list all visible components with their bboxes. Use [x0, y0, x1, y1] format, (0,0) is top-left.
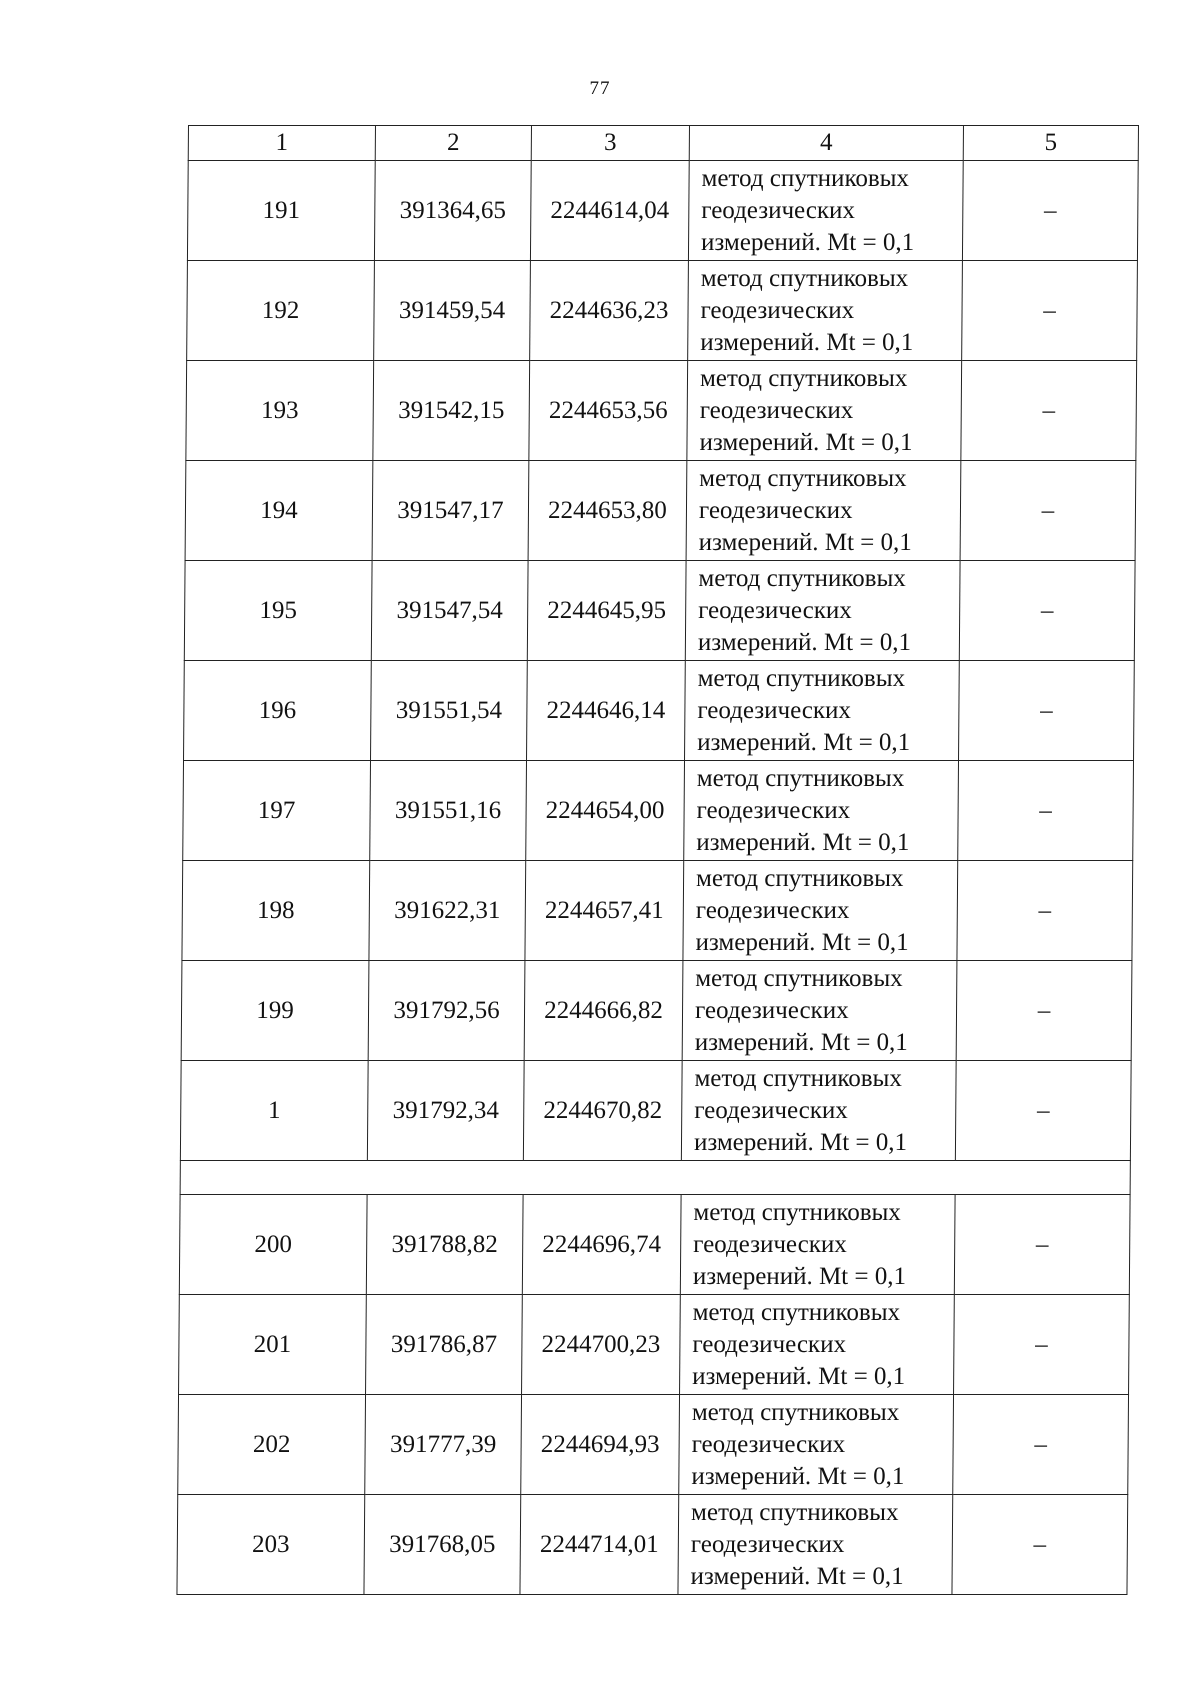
method-text-line: геодезических — [691, 1430, 846, 1458]
method-text-line: геодезических — [701, 196, 856, 224]
method-text-line: метод спутниковых — [695, 964, 903, 992]
y-coordinate-cell: 2244670,82 — [523, 1061, 682, 1161]
x-coordinate-cell: 391788,82 — [366, 1195, 523, 1295]
method-text-line: геодезических — [694, 1096, 848, 1124]
method-text-line: метод спутниковых — [692, 1298, 901, 1326]
y-coordinate-cell: 2244657,41 — [525, 861, 684, 961]
method-cell — [688, 261, 963, 361]
method-text-line: измерений. Mt = 0,1 — [697, 628, 912, 656]
method-cell — [688, 161, 963, 261]
page-number: 77 — [589, 78, 611, 99]
header-cell: 3 — [531, 126, 689, 161]
table-row — [187, 161, 1138, 261]
x-coordinate-cell: 391786,87 — [366, 1295, 523, 1395]
note-cell: – — [960, 461, 1136, 561]
x-coordinate-cell: 391551,54 — [371, 661, 528, 761]
table-row — [180, 1061, 1131, 1161]
table-row — [184, 661, 1135, 761]
point-number-cell: 195 — [184, 561, 372, 661]
method-text-line: геодезических — [693, 1230, 847, 1258]
note-cell: – — [953, 1395, 1129, 1495]
point-number-cell: 192 — [187, 261, 375, 361]
method-cell — [686, 461, 961, 561]
method-text-line: метод спутниковых — [699, 364, 908, 392]
y-coordinate-cell: 2244614,04 — [530, 161, 689, 261]
method-text-line: метод спутниковых — [693, 1198, 901, 1226]
method-text-line: метод спутниковых — [700, 264, 909, 292]
method-text-line: геодезических — [699, 396, 854, 424]
table-row — [177, 1495, 1128, 1595]
method-text-line: измерений. Mt = 0,1 — [691, 1462, 905, 1490]
method-text-line: геодезических — [695, 896, 850, 924]
method-text-line: метод спутниковых — [694, 1064, 903, 1092]
method-text-line: измерений. Mt = 0,1 — [700, 228, 915, 256]
method-text-line: геодезических — [698, 496, 853, 524]
method-cell — [685, 661, 960, 761]
table-row — [182, 861, 1133, 961]
x-coordinate-cell: 391364,65 — [374, 161, 531, 261]
header-cell: 4 — [689, 126, 963, 161]
point-number-cell: 201 — [179, 1295, 367, 1395]
note-cell: – — [959, 561, 1135, 661]
y-coordinate-cell: 2244666,82 — [524, 961, 683, 1061]
method-text-line: измерений. Mt = 0,1 — [692, 1362, 906, 1390]
method-text-line: метод спутниковых — [701, 164, 910, 192]
note-cell: – — [961, 361, 1137, 461]
separator-row — [180, 1161, 1130, 1195]
note-cell: – — [958, 761, 1134, 861]
separator-cell — [180, 1161, 1130, 1195]
x-coordinate-cell: 391547,17 — [372, 461, 529, 561]
x-coordinate-cell: 391542,15 — [373, 361, 530, 461]
note-cell: – — [952, 1495, 1128, 1595]
table-row — [187, 261, 1138, 361]
point-number-cell: 194 — [185, 461, 373, 561]
method-text-line: метод спутниковых — [699, 464, 907, 492]
y-coordinate-cell: 2244645,95 — [527, 561, 686, 661]
method-text-line: геодезических — [690, 1530, 845, 1558]
header-cell: 1 — [188, 126, 375, 161]
x-coordinate-cell: 391777,39 — [365, 1395, 522, 1495]
table-row — [183, 761, 1134, 861]
method-text-line: метод спутниковых — [697, 664, 906, 692]
y-coordinate-cell: 2244700,23 — [522, 1295, 681, 1395]
y-coordinate-cell: 2244654,00 — [526, 761, 685, 861]
method-text-line: геодезических — [692, 1330, 847, 1358]
method-cell — [687, 361, 962, 461]
method-text-line: измерений. Mt = 0,1 — [697, 728, 911, 756]
point-number-cell: 199 — [181, 961, 369, 1061]
table-header-row — [188, 126, 1138, 161]
table-row — [186, 361, 1137, 461]
x-coordinate-cell: 391459,54 — [374, 261, 531, 361]
method-text-line: измерений. Mt = 0,1 — [692, 1262, 907, 1290]
table-row — [185, 461, 1136, 561]
method-cell — [680, 1295, 955, 1395]
method-text-line: геодезических — [698, 596, 852, 624]
point-number-cell: 191 — [187, 161, 375, 261]
table-row — [181, 961, 1132, 1061]
method-text-line: геодезических — [697, 696, 852, 724]
y-coordinate-cell: 2244636,23 — [530, 261, 689, 361]
note-cell: – — [955, 1061, 1131, 1161]
method-text-line: геодезических — [694, 996, 849, 1024]
method-cell — [678, 1495, 953, 1595]
x-coordinate-cell: 391622,31 — [369, 861, 526, 961]
note-cell: – — [957, 861, 1133, 961]
method-text-line: измерений. Mt = 0,1 — [690, 1562, 904, 1590]
method-cell — [685, 561, 960, 661]
method-text-line: измерений. Mt = 0,1 — [699, 428, 913, 456]
note-cell: – — [956, 961, 1132, 1061]
method-text-line: метод спутниковых — [696, 764, 905, 792]
point-number-cell: 196 — [184, 661, 372, 761]
method-text-line: метод спутниковых — [691, 1498, 899, 1526]
table-row — [179, 1195, 1130, 1295]
point-number-cell: 203 — [177, 1495, 365, 1595]
method-text-line: измерений. Mt = 0,1 — [696, 828, 910, 856]
note-cell: – — [959, 661, 1135, 761]
point-number-cell: 193 — [186, 361, 374, 461]
table-row — [178, 1395, 1129, 1495]
note-cell: – — [962, 261, 1138, 361]
method-text-line: геодезических — [696, 796, 851, 824]
point-number-cell: 202 — [178, 1395, 366, 1495]
x-coordinate-cell: 391792,34 — [367, 1061, 524, 1161]
header-cell: 2 — [375, 126, 531, 161]
method-cell — [683, 861, 958, 961]
method-cell — [679, 1395, 954, 1495]
y-coordinate-cell: 2244714,01 — [520, 1495, 679, 1595]
x-coordinate-cell: 391792,56 — [368, 961, 525, 1061]
table-row — [184, 561, 1135, 661]
method-text-line: измерений. Mt = 0,1 — [694, 1028, 908, 1056]
method-text-line: метод спутниковых — [691, 1398, 900, 1426]
x-coordinate-cell: 391768,05 — [364, 1495, 521, 1595]
method-text-line: геодезических — [700, 296, 855, 324]
note-cell: – — [962, 161, 1138, 261]
table-row — [179, 1295, 1130, 1395]
method-cell — [681, 1061, 956, 1161]
y-coordinate-cell: 2244646,14 — [527, 661, 686, 761]
coordinates-table — [176, 125, 1139, 1595]
point-number-cell: 198 — [182, 861, 370, 961]
note-cell: – — [954, 1295, 1130, 1395]
method-text-line: измерений. Mt = 0,1 — [693, 1128, 908, 1156]
header-cell: 5 — [963, 126, 1138, 161]
x-coordinate-cell: 391547,54 — [371, 561, 528, 661]
y-coordinate-cell: 2244696,74 — [522, 1195, 681, 1295]
method-cell — [680, 1195, 955, 1295]
y-coordinate-cell: 2244653,80 — [528, 461, 687, 561]
y-coordinate-cell: 2244694,93 — [521, 1395, 680, 1495]
coordinates-table-wrapper — [176, 125, 1138, 1595]
method-text-line: измерений. Mt = 0,1 — [698, 528, 912, 556]
table-body — [177, 126, 1139, 1595]
method-cell — [682, 961, 957, 1061]
y-coordinate-cell: 2244653,56 — [529, 361, 688, 461]
x-coordinate-cell: 391551,16 — [370, 761, 527, 861]
method-text-line: измерений. Mt = 0,1 — [700, 328, 914, 356]
method-text-line: метод спутниковых — [698, 564, 906, 592]
note-cell: – — [954, 1195, 1130, 1295]
method-cell — [684, 761, 959, 861]
point-number-cell: 1 — [180, 1061, 368, 1161]
method-text-line: метод спутниковых — [695, 864, 904, 892]
method-text-line: измерений. Mt = 0,1 — [695, 928, 909, 956]
point-number-cell: 200 — [179, 1195, 367, 1295]
point-number-cell: 197 — [183, 761, 371, 861]
